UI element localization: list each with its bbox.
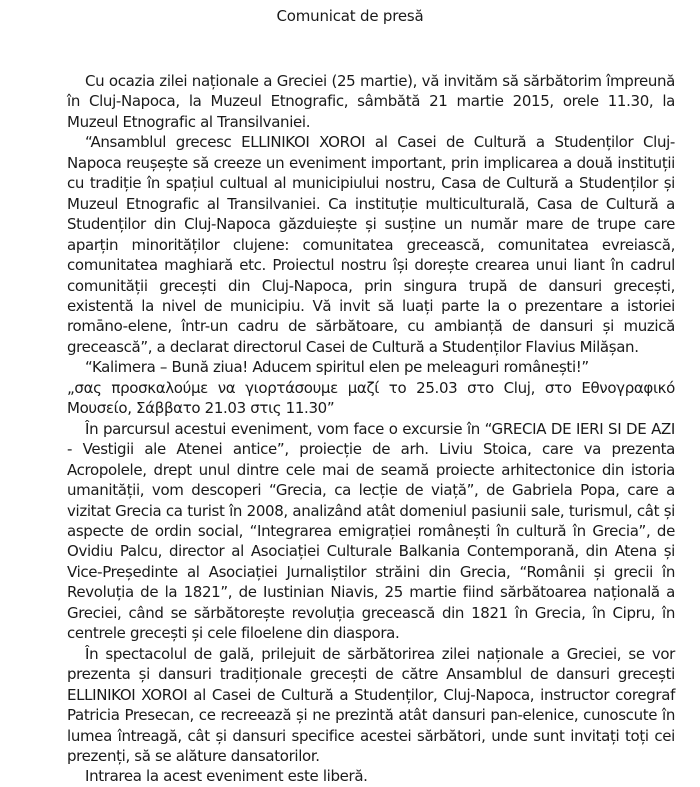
paragraph-greek: „σας προσκαλούμε να γιορτάσουμε μαζί το 25.03 στο Cluj, στο Εθνογραφικό Μουσείο, Σάββατο 21.03 στις 11.30” — [67, 378, 675, 418]
paragraph-intro: Cu ocazia zilei naționale a Greciei (25 martie), vă invităm să sărbătorim împreună în Cluj-Napoca, la Muzeul Etnografic, sâmbătă 21 martie 2015, orele 11.30, la Muzeul Etnografic al Transilvaniei. — [67, 72, 675, 131]
paragraph-kalimera: “Kalimera – Bună ziua! Aducem spiritul elen pe meleaguri românești!” — [85, 358, 589, 377]
paragraph-quote-director: “Ansamblul grecesc ELLINIKOI XOROI al Casei de Cultură a Studenților Cluj-Napoca reușește să creeze un eveniment important, prin implicarea a două instituții cu tradiție în spațiul cultual al municipiului nostru, Casa de Cultură a Studenților și Muzeul Etnografic al Transilvaniei. Ca instituție multiculturală, Casa de Cultură a Studenților din Cluj-Napoca găzduiește și susține un număr mare de trupe care aparțin minorităților clujene: comunitatea grecească, comunitatea evreiască, comunitatea maghiară etc. Proiectul nostru își dorește crearea unui liant în cadrul comunității grecești din Cluj-Napoca, prin singura trupă de dansuri grecești, existentă la nivel de municipiu. Vă invit să luați parte la o prezentare a istoriei romāno-elene, într-un cadru de sărbătoare, cu ambianță de dansuri și muzică grecească”, a declarat directorul Casei de Cultură a Studenților Flavius Milășan. — [67, 133, 675, 356]
document-body — [67, 71, 675, 787]
paragraph-program: În parcursul acestui eveniment, vom face o excursie în “GRECIA DE IERI SI DE AZI - Vestigii ale Atenei antice”, proiecție de arh. Liviu Stoica, care va prezenta Acropolele, drept unul dintre cele mai de seamă proiecte arhitectonice din istoria umanității, vom descoperi “Grecia, ca lecție de viață”, de Gabriela Popa, care a vizitat Grecia ca turist în 2008, analizând atât domeniul pasiunii sale, turismul, cât și aspecte de ordin social, “Integrarea emigrației românești în cultură în Grecia”, de Ovidiu Palcu, director al Asociației Culturale Balkania Contemporană, din Atena și Vice-Președinte al Asociației Jurnaliștilor străini din Grecia, “Românii și grecii în Revoluția de la 1821”, de Iustinian Niavis, 25 martie fiind sărbătoarea națională a Greciei, când se sărbătorește revoluția grecească din 1821 în Grecia, în Cipru, în centrele grecești și cele filoelene din diaspora. — [67, 419, 675, 643]
paragraph-gala: În spectacolul de gală, prilejuit de sărbătorirea zilei naționale a Greciei, se vor prezenta și dansuri tradiționale grecești de către Ansamblul de dansuri grecești ELLINIKOI XOROI al Casei de Cultură a Studenților, Cluj-Napoca, instructor coregraf Patricia Presecan, ce recreează și ne prezintă atât dansuri pan-elenice, cunoscute în lumea întreagă, cât și dansuri specifice acestei sărbători, unde sunt invitați toți cei prezenți, să se alăture dansatorilor. — [67, 644, 675, 765]
paragraph-entry: Intrarea la acest eveniment este liberă. — [85, 767, 368, 786]
document-title: Comunicat de presă — [276, 7, 424, 25]
